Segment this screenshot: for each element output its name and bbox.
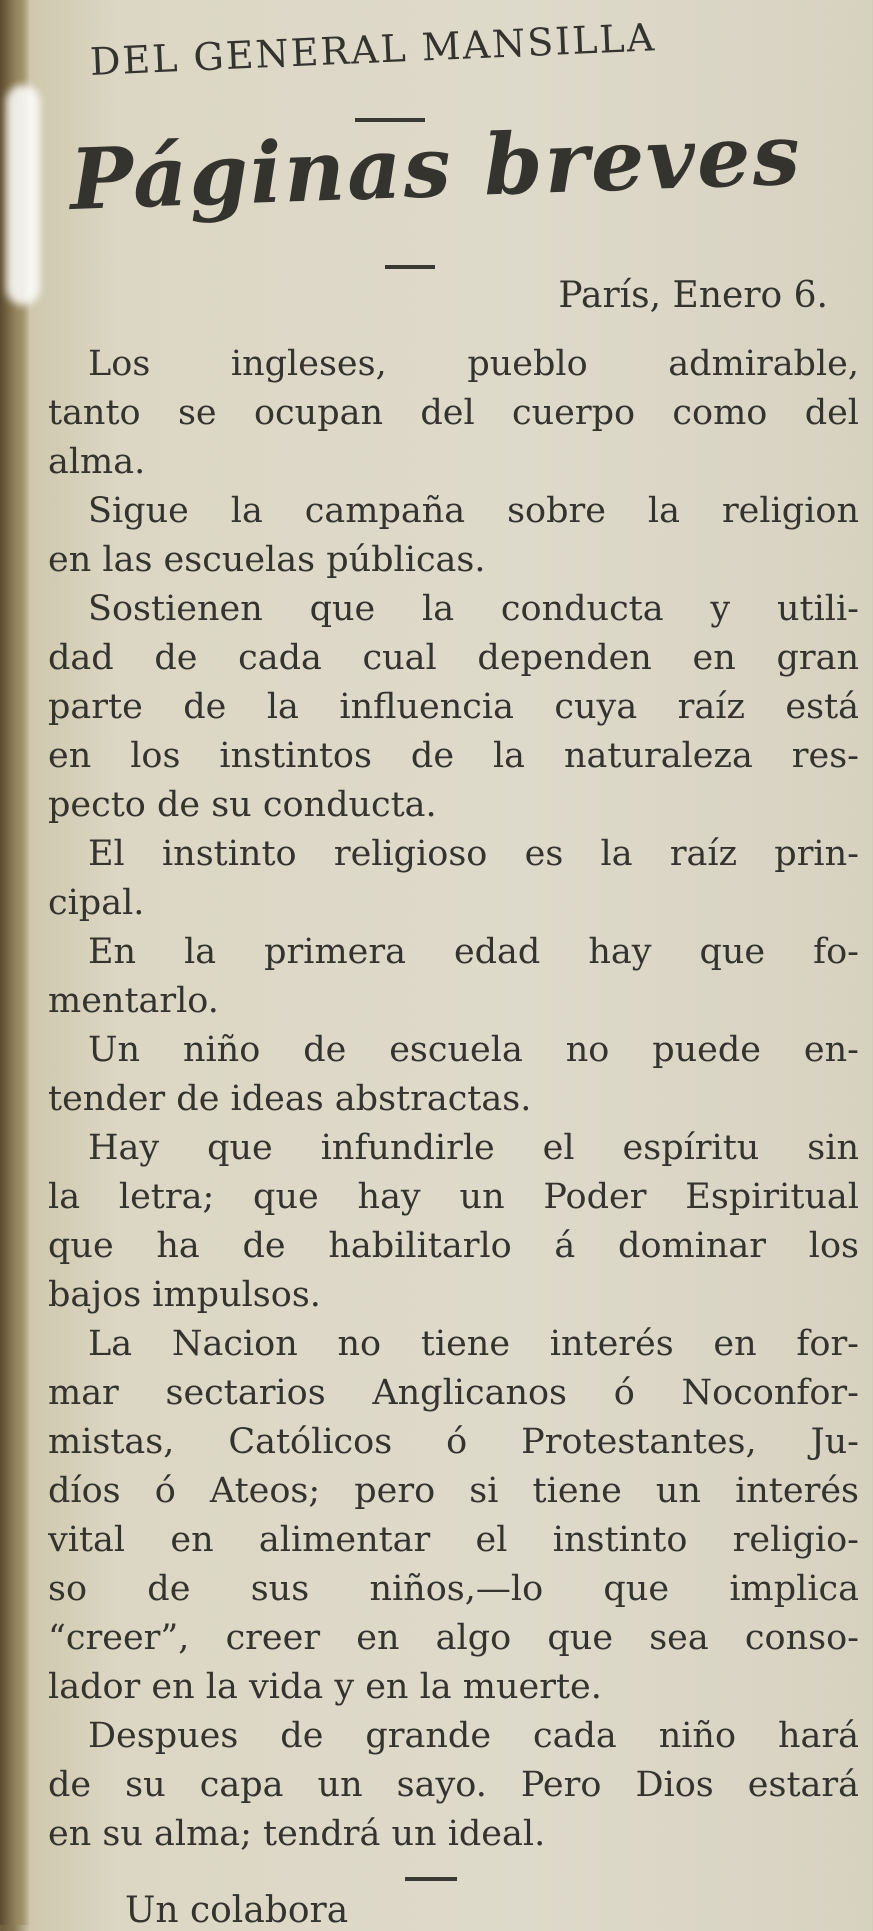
text-line: parte de la influencia cuya raíz está bbox=[48, 687, 859, 727]
text-line: tender de ideas abstractas. bbox=[48, 1079, 532, 1119]
text-line: en las escuelas públicas. bbox=[48, 540, 486, 580]
text-line: en los instintos de la naturaleza res- bbox=[48, 736, 859, 776]
text-line: Sigue la campaña sobre la religion bbox=[88, 491, 859, 531]
column-kicker: DEL GENERAL MANSILLA bbox=[89, 15, 657, 84]
dateline: París, Enero 6. bbox=[558, 275, 828, 316]
text-line: Los ingleses, pueblo admirable, bbox=[88, 344, 859, 384]
text-line: que ha de habilitarlo á dominar los bbox=[48, 1226, 859, 1266]
divider bbox=[385, 265, 435, 269]
text-line: vital en alimentar el instinto religio- bbox=[48, 1520, 859, 1560]
text-line: “creer”, creer en algo que sea conso- bbox=[48, 1618, 859, 1658]
text-line: Despues de grande cada niño hará bbox=[88, 1716, 859, 1756]
text-line: alma. bbox=[48, 442, 146, 482]
text-line: pecto de su conducta. bbox=[48, 785, 437, 825]
divider bbox=[405, 1877, 457, 1881]
text-line: Un niño de escuela no puede en- bbox=[88, 1030, 859, 1070]
text-line: dad de cada cual dependen en gran bbox=[48, 638, 859, 678]
photo-glare bbox=[6, 85, 40, 305]
text-line: de su capa un sayo. Pero Dios estará bbox=[48, 1765, 859, 1805]
text-line: mar sectarios Anglicanos ó Noconfor- bbox=[48, 1373, 859, 1413]
text-line: tanto se ocupan del cuerpo como del bbox=[48, 393, 859, 433]
text-line: La Nacion no tiene interés en for- bbox=[88, 1324, 859, 1364]
text-line: Hay que infundirle el espíritu sin bbox=[88, 1128, 859, 1168]
article-title: Páginas breves bbox=[68, 104, 804, 229]
text-line: En la primera edad hay que fo- bbox=[88, 932, 859, 972]
text-line: la letra; que hay un Poder Espiritual bbox=[48, 1177, 859, 1217]
text-line: El instinto religioso es la raíz prin- bbox=[88, 834, 859, 874]
text-line: díos ó Ateos; pero si tiene un interés bbox=[48, 1471, 859, 1511]
text-line: cipal. bbox=[48, 883, 145, 923]
text-line: mentarlo. bbox=[48, 981, 219, 1021]
text-line: so de sus niños,—lo que implica bbox=[48, 1569, 859, 1609]
article-body bbox=[48, 340, 859, 1859]
text-line: en su alma; tendrá un ideal. bbox=[48, 1814, 546, 1854]
next-article-start: Un colabora bbox=[125, 1890, 349, 1931]
text-line: Sostienen que la conducta y utili- bbox=[88, 589, 859, 629]
text-line: mistas, Católicos ó Protestantes, Ju- bbox=[48, 1422, 859, 1462]
text-line: bajos impulsos. bbox=[48, 1275, 321, 1315]
text-line: lador en la vida y en la muerte. bbox=[48, 1667, 602, 1707]
